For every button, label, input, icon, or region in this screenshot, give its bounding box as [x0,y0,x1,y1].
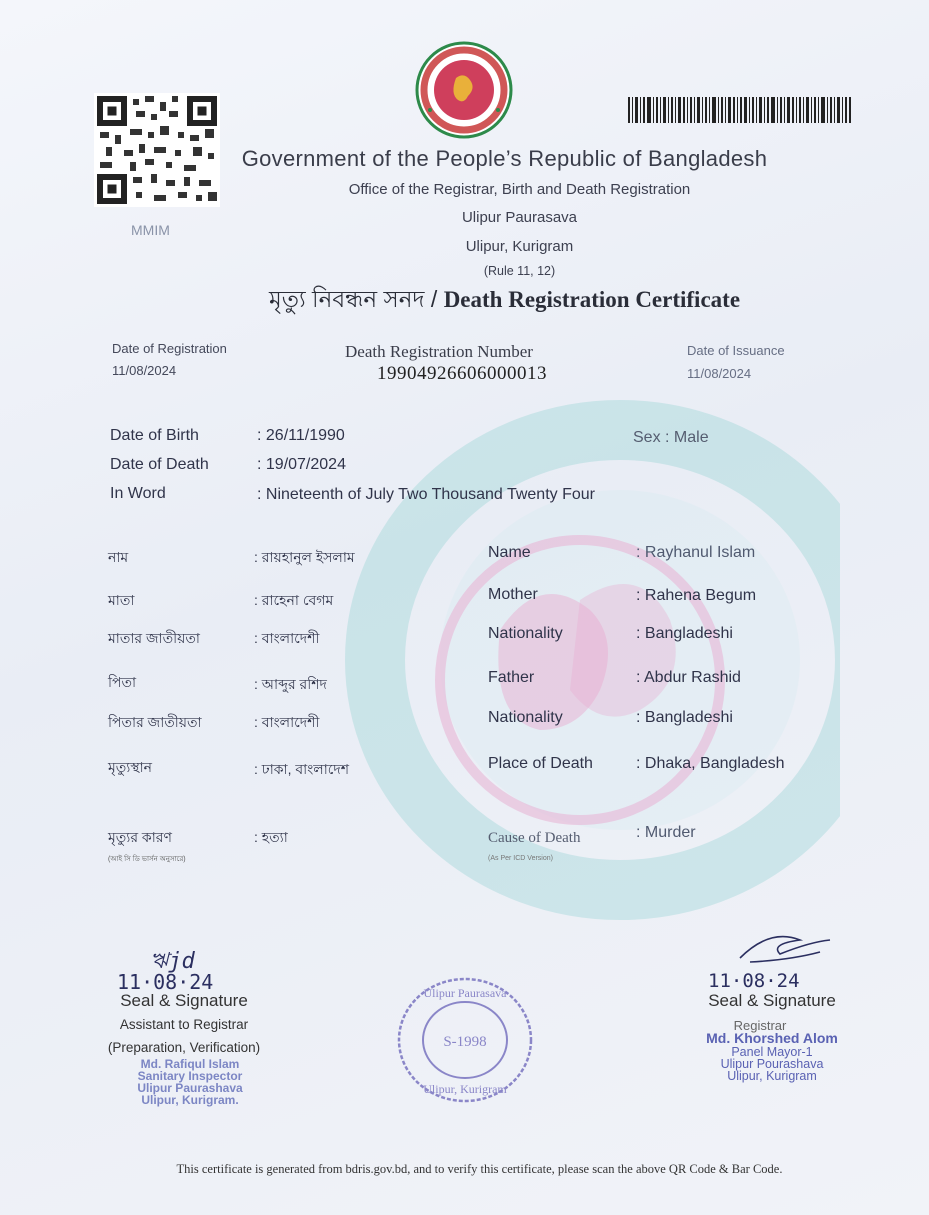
place-of-death-bn-label: মৃত্যুস্থান [108,759,153,775]
right-stamp [672,1031,872,1082]
right-stamp-line-1: Md. Khorshed Alom [706,1030,838,1046]
left-stamp-line-2: Sanitary Inspector [137,1069,243,1083]
paurasava: Ulipur Paurasava [461,209,578,226]
government-title: Government of the People’s Republic of Bangladesh [241,146,768,171]
date-of-registration-label: Date of Registration [112,341,227,356]
right-seal-signature-label: Seal & Signature [708,991,836,1010]
paurasava-round-seal [395,975,535,1105]
seal-center-text: S-1998 [443,1034,487,1050]
mother-nationality-en-value: : Bangladeshi [636,625,733,642]
barcode[interactable] [628,97,852,123]
left-role: Assistant to Registrar [119,1017,249,1032]
left-stamp-line-3: Ulipur Paurashava [137,1081,243,1095]
mother-en-label: Mother [488,586,538,603]
rule: (Rule 11, 12) [483,264,556,278]
date-of-issuance-label: Date of Issuance [687,343,785,358]
father-en-value: : Abdur Rashid [636,669,741,686]
mother-bn-label: মাতা [108,592,135,608]
left-seal-signature-label: Seal & Signature [120,991,248,1010]
name-en-label: Name [488,544,531,561]
left-stamp-line-1: Md. Rafiqul Islam [140,1057,240,1071]
cause-of-death-en-label: Cause of Death [488,830,581,846]
father-nationality-en-label: Nationality [488,709,563,726]
mother-nationality-bn-label: মাতার জাতীয়তা [108,630,200,646]
date-of-death-label: Date of Death [110,456,209,473]
father-nationality-bn-label: পিতার জাতীয়তা [108,714,202,730]
mother-nationality-bn-value: : বাংলাদেশী [254,630,320,646]
certificate-title-en: Death Registration Certificate [443,287,741,312]
seal-bottom-text: Ulipur, Kurigram [423,1082,507,1096]
date-of-birth-value: : 26/11/1990 [257,427,345,444]
place-of-death-en-value: : Dhaka, Bangladesh [636,755,785,772]
place-of-death-en-label: Place of Death [488,755,593,772]
left-signature-date: 11·08·24 [117,970,214,994]
left-signature-scribble: ঋjd [150,949,195,974]
left-stamp-line-4: Ulipur, Kurigram. [141,1093,239,1107]
right-stamp-line-4: Ulipur, Kurigram [727,1069,817,1083]
cause-of-death-en-note: (As Per ICD Version) [488,855,553,862]
left-stamp [100,1058,280,1106]
cause-of-death-bn-label: মৃত্যুর কারণ [108,829,172,845]
sex-field: Sex : Male [633,429,709,446]
certificate-title [0,281,929,320]
seal-top-text: Ulipur Paurasava [423,986,507,1000]
name-en-value: : Rayhanul Islam [636,544,756,561]
left-role-note: (Preparation, Verification) [107,1040,261,1055]
right-stamp-line-2: Panel Mayor-1 [731,1045,813,1059]
office-title: Office of the Registrar, Birth and Death Registration [348,181,691,198]
certificate-title-bn: মৃত্যু নিবন্ধন সনদ / [268,286,438,312]
right-signature-scribble [730,930,840,970]
in-word-value: : Nineteenth of July Two Thousand Twenty Four [257,486,595,503]
father-bn-label: পিতা [108,674,137,690]
right-signature-date: 11·08·24 [708,970,800,992]
cause-of-death-bn-value: : হত্যা [254,829,288,845]
date-of-issuance-value: 11/08/2024 [687,366,752,381]
place-of-death-bn-value: : ঢাকা, বাংলাদেশ [254,761,350,777]
father-en-label: Father [488,669,535,686]
father-bn-value: : আব্দুর রশিদ [254,676,327,692]
father-nationality-bn-value: : বাংলাদেশী [254,714,320,730]
in-word-label: In Word [110,485,166,502]
government-emblem [408,40,520,140]
right-role: Registrar [733,1018,787,1033]
date-of-birth-label: Date of Birth [110,427,199,444]
mother-bn-value: : রাহেনা বেগম [254,592,334,608]
qr-caption: MMIM [131,222,170,238]
name-bn-value: : রায়হানুল ইসলাম [254,549,355,565]
right-stamp-line-3: Ulipur Pourashava [720,1057,824,1071]
cause-of-death-en-value: : Murder [636,824,696,841]
verification-footer: This certificate is generated from bdris.gov.bd, and to verify this certificate, please scan the above QR Code & Bar Code. [176,1162,783,1176]
date-of-death-value: : 19/07/2024 [257,456,346,473]
mother-nationality-en-label: Nationality [488,625,563,642]
father-nationality-en-value: : Bangladeshi [636,709,733,726]
location: Ulipur, Kurigram [465,238,574,255]
mother-en-value: : Rahena Begum [636,587,757,604]
cause-of-death-bn-note: (আই সি ডি ভার্সন অনুসারে) [108,856,186,863]
registration-number-value: 19904926606000013 [377,363,547,384]
registration-number-label: Death Registration Number [345,342,533,361]
date-of-registration-value: 11/08/2024 [112,363,177,378]
name-bn-label: নাম [108,549,129,565]
